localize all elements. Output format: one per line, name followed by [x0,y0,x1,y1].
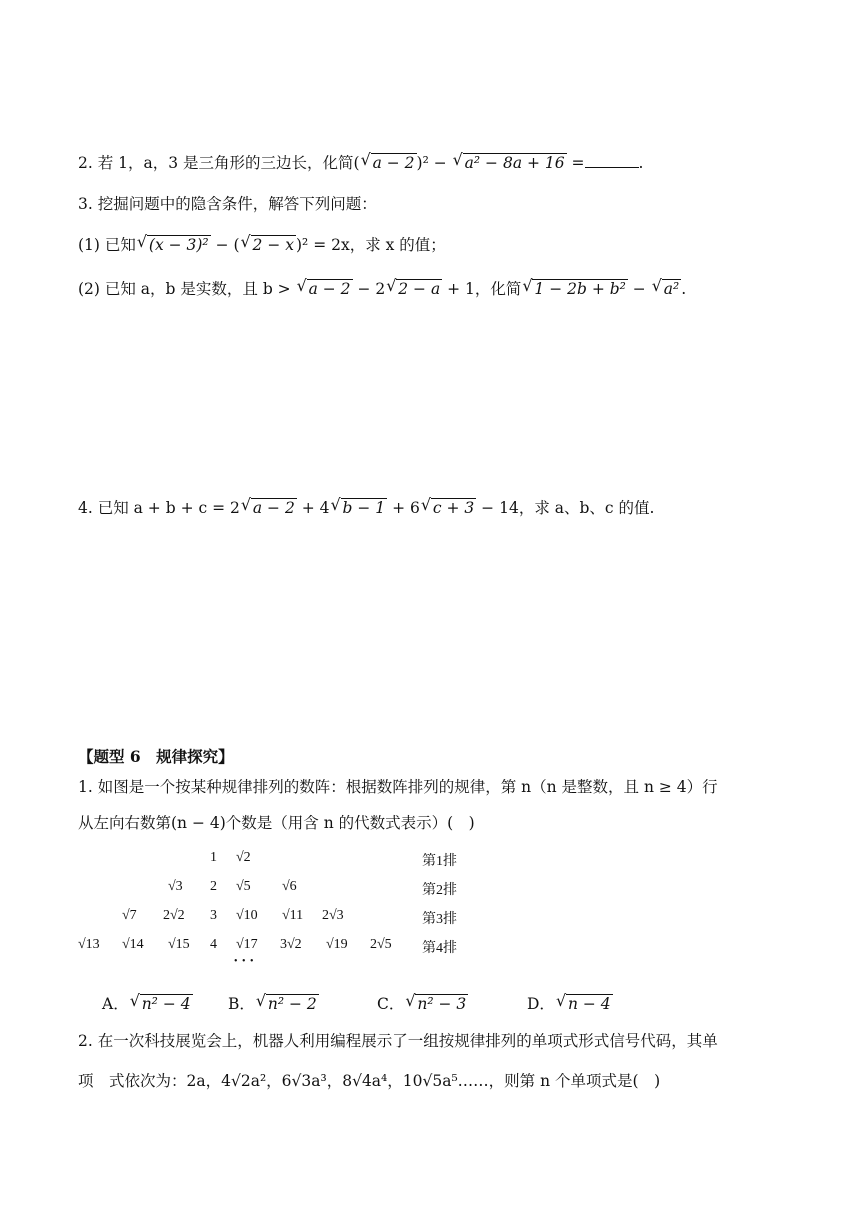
option-a-expr: √ n² − 4 [140,994,193,1013]
array-item: 2√3 [322,908,344,923]
q3-p2-mid-2: + 1，化简 [442,280,522,298]
ellipsis-dots: • • • [234,956,255,967]
array-item: √11 [282,908,304,923]
q4-sqrt-2: √ b − 1 [341,498,388,517]
array-item: √2 [236,850,251,865]
option-b-expr: √ n² − 2 [266,994,319,1013]
option-a-letter: A． [102,995,129,1013]
question-2 [78,152,643,174]
pattern-q2-line-1: 2. 在一次科技展览会上，机器人利用编程展示了一组按规律排列的单项式形式信号代码，其单 [78,1032,718,1050]
question-3-part-1 [78,234,446,256]
array-row-label: 第1排 [422,854,457,869]
q2-sqrt-2: √ a² − 8a + 16 [463,153,567,172]
q3-p2-sqrt-2: √ 2 − a [396,279,442,298]
q2-eq: = [566,154,585,172]
array-item: √17 [236,937,258,952]
array-row-label: 第4排 [422,941,457,956]
option-d-letter: D． [527,995,555,1013]
pattern-q1-line-2: 从左向右数第(n − 4)个数是（用含 n 的代数式表示）( ) [78,814,475,832]
q4-sqrt-1: √ a − 2 [251,498,297,517]
array-row-label: 第2排 [422,883,457,898]
q4-mid-2: + 6 [387,499,420,517]
q4-prefix: 4. 已知 a + b + c = 2 [78,499,240,517]
array-item: √3 [168,879,183,894]
q3-p1-prefix: (1) 已知 [78,236,136,254]
pattern-q1-line-1: 1. 如图是一个按某种规律排列的数阵：根据数阵排列的规律，第 n（n 是整数，且 n ≥ 4）行 [78,778,718,796]
array-item: √14 [122,937,144,952]
array-item: √5 [236,879,251,894]
array-row-label: 第3排 [422,912,457,927]
array-item: √6 [282,879,297,894]
array-item: 2 [210,879,217,894]
option-c-letter: C． [377,995,405,1013]
answer-blank[interactable] [585,153,639,168]
pattern-q2-line-2: 项 式依次为：2a，4√2a²，6√3a³，8√4a⁴，10√5a⁵……，则第 n 个单项式是( ) [78,1072,661,1090]
array-item: 3√2 [280,937,302,952]
q4-mid-1: + 4 [296,499,330,517]
option-c[interactable] [377,992,468,1014]
array-item: √13 [78,937,100,952]
q2-sqrt-1: √ a − 2 [371,153,417,172]
array-item: 2√2 [163,908,185,923]
q3-p1-sqrt-2: √ 2 − x [251,235,296,254]
array-item: 2√5 [370,937,392,952]
q3-p1-tail: )² = 2x，求 x 的值； [296,236,446,254]
q3-p2-prefix: (2) 已知 a，b 是实数，且 b > [78,280,296,298]
q2-mid: )² − [416,154,452,172]
q2-end: . [638,154,644,172]
question-4 [78,497,654,519]
q3-p2-mid-3: − [627,280,651,298]
option-b-letter: B． [228,995,255,1013]
array-item: √10 [236,908,258,923]
q3-p2-end: . [681,280,687,298]
array-item: √19 [326,937,348,952]
array-item: 1 [210,850,217,865]
q3-p1-mid: − ( [210,236,240,254]
q3-p2-sqrt-3: √ 1 − 2b + b² [532,279,627,298]
q4-tail: − 14，求 a、b、c 的值. [476,499,655,517]
option-d-expr: √ n − 4 [566,994,613,1013]
section-heading: 【题型 6 规律探究】 [78,747,234,766]
q3-p2-mid: − 2 [352,280,386,298]
q3-p2-sqrt-4: √ a² [662,279,681,298]
array-item: √7 [122,908,137,923]
q3-p1-sqrt-1: √ (x − 3)² [147,235,211,254]
option-b[interactable] [228,992,319,1014]
question-3-title: 3. 挖掘问题中的隐含条件，解答下列问题： [78,195,377,213]
option-a[interactable] [102,992,193,1014]
q4-sqrt-3: √ c + 3 [431,498,476,517]
array-item: 3 [210,908,217,923]
q2-prefix: 2. 若 1，a，3 是三角形的三边长，化简( [78,154,360,172]
option-d[interactable] [527,992,613,1014]
q3-p2-sqrt-1: √ a − 2 [307,279,353,298]
array-item: √15 [168,937,190,952]
option-c-expr: √ n² − 3 [415,994,468,1013]
question-3-part-2 [78,278,686,300]
array-item: 4 [210,937,217,952]
